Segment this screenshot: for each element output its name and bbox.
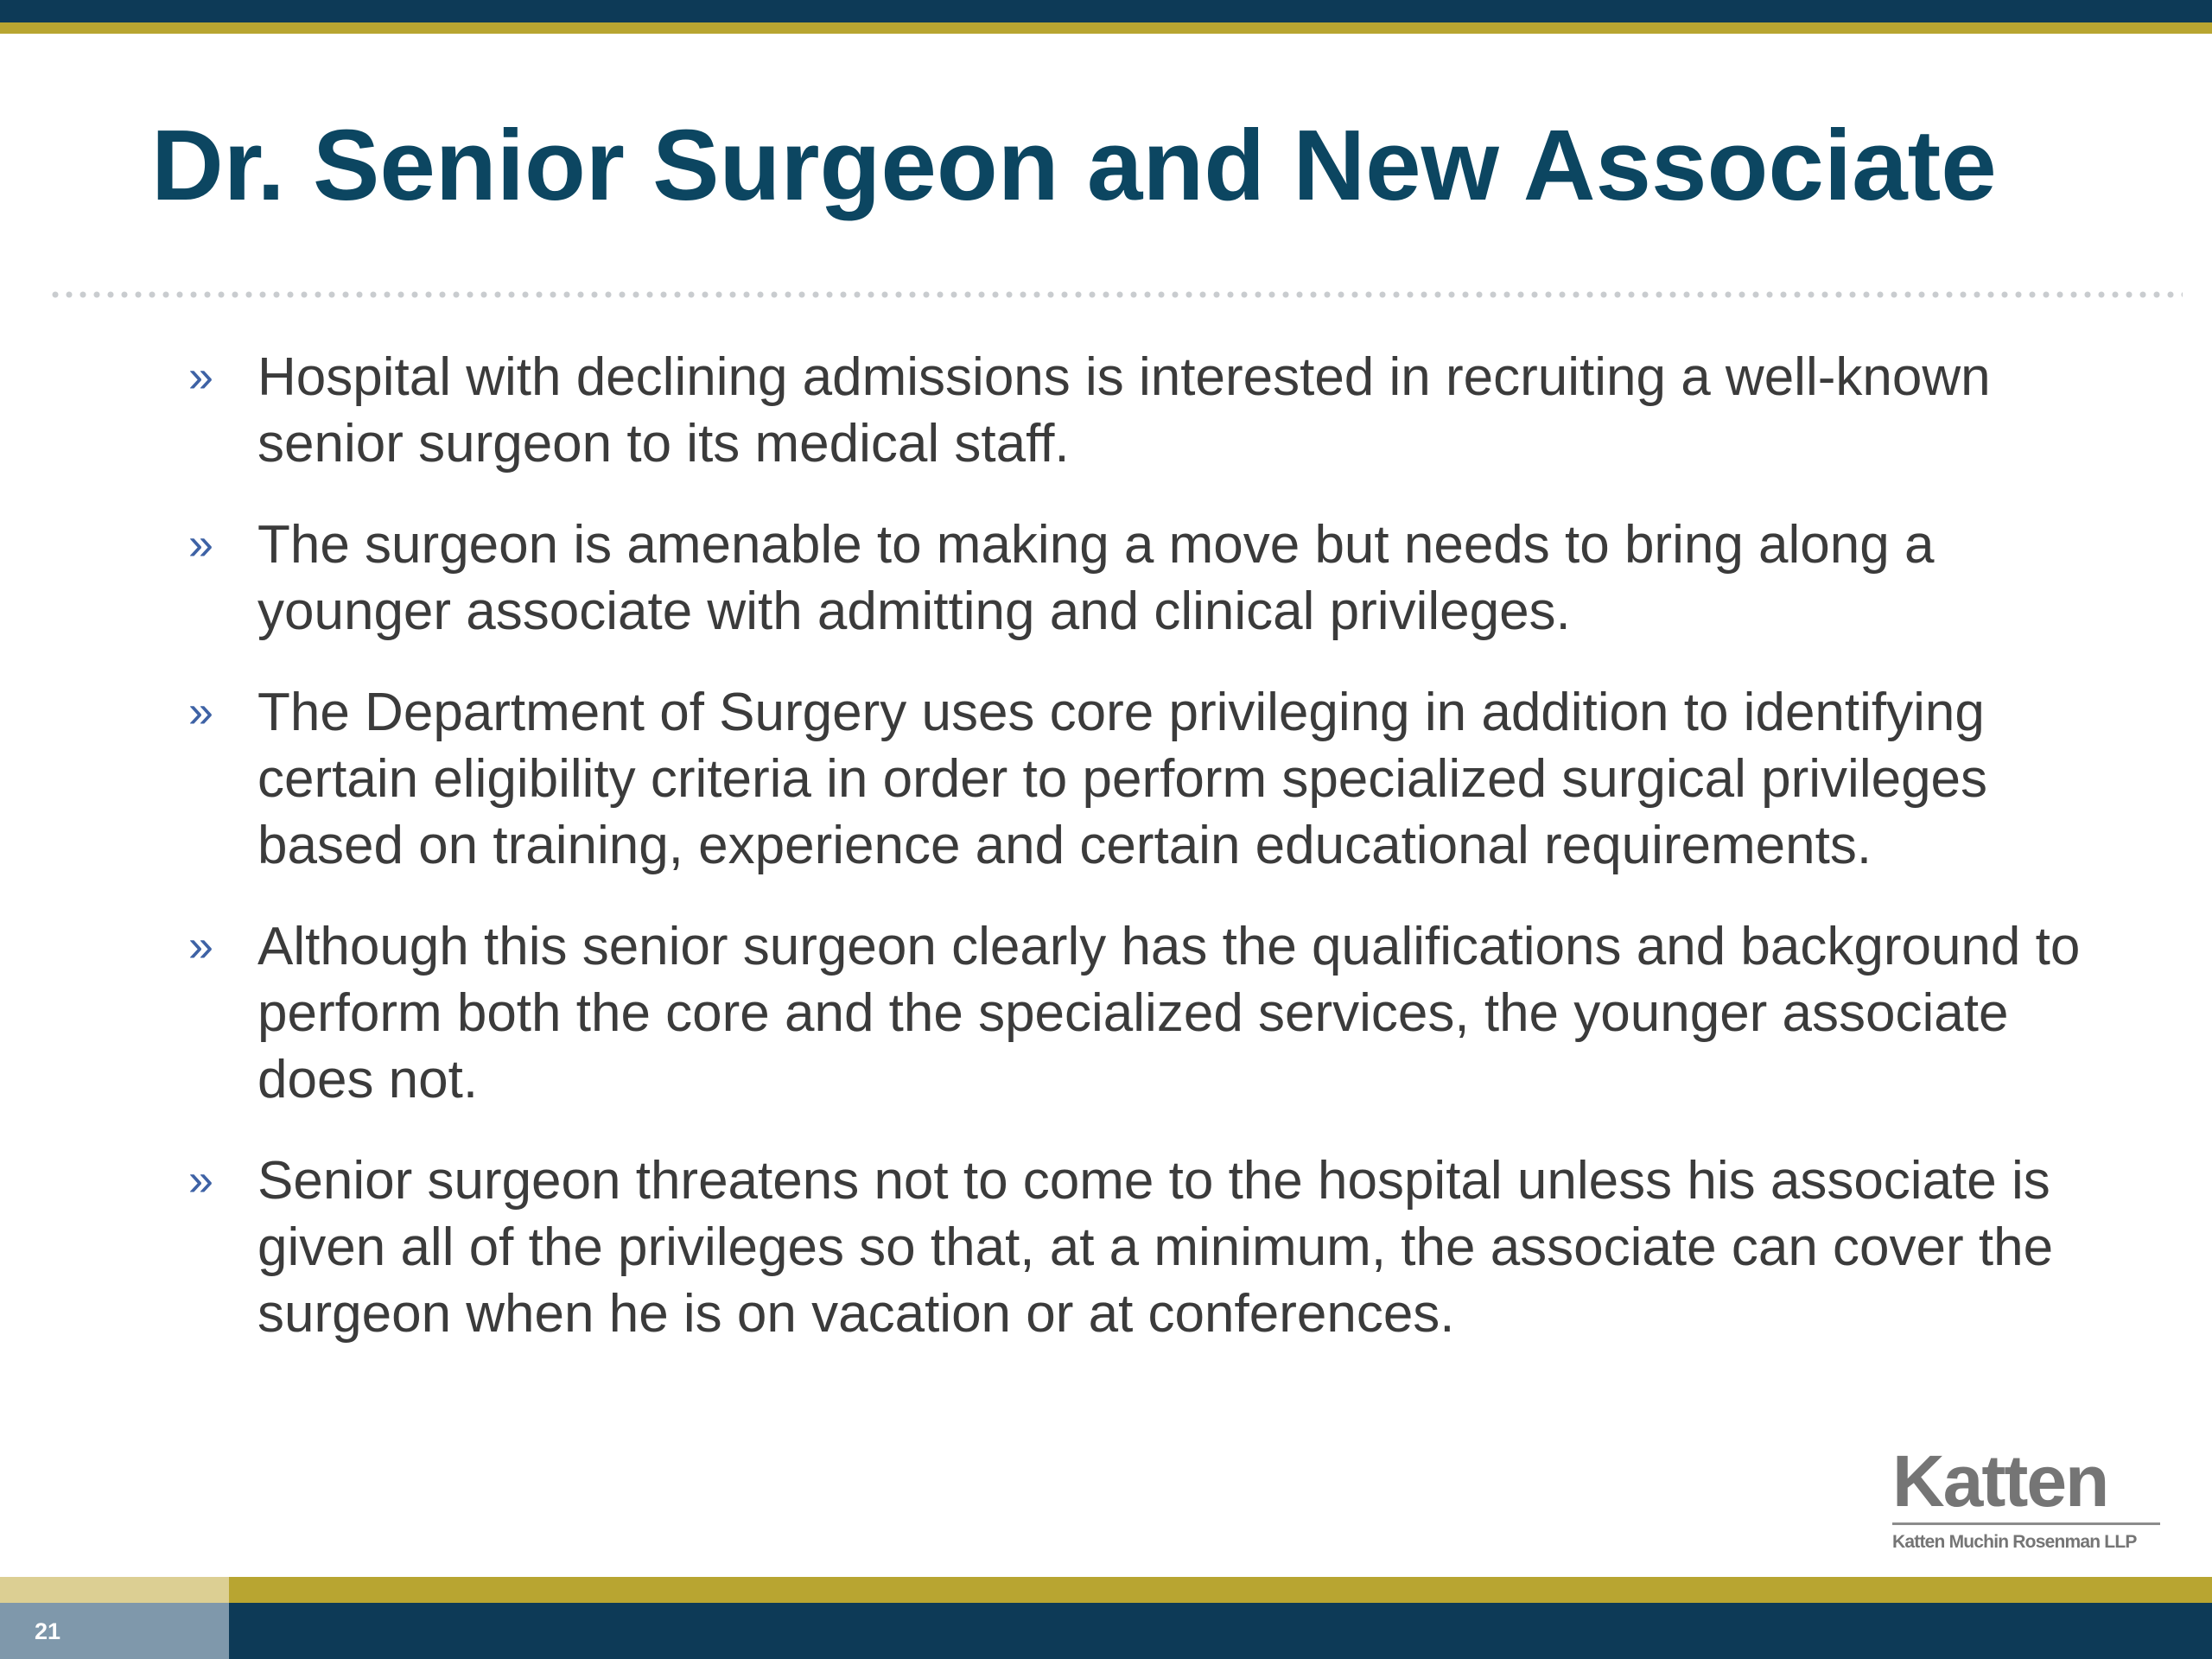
- bullet-item: [188, 679, 2089, 879]
- dotted-divider: [48, 290, 2183, 299]
- bullet-text: Hospital with declining admissions is interested in recruiting a well-known senior surgeon to its medical staff.: [257, 347, 1991, 474]
- bullet-marker-icon: »: [188, 1155, 213, 1205]
- top-gold-band: [0, 22, 2212, 34]
- logo-underline: [1892, 1522, 2160, 1525]
- bullet-list: [188, 344, 2089, 1382]
- slide-title: Dr. Senior Surgeon and New Associate: [151, 109, 1997, 221]
- bullet-item: [188, 344, 2089, 477]
- bullet-item: [188, 1147, 2089, 1347]
- bottom-gold-light-band: [0, 1577, 229, 1603]
- bullet-text: Although this senior surgeon clearly has the qualifications and background to perform both the core and the specialized services, the younger associate does not.: [257, 917, 2081, 1109]
- katten-logo: [1892, 1440, 2160, 1553]
- page-number: 21: [35, 1618, 61, 1644]
- bullet-text: The surgeon is amenable to making a move but needs to bring along a younger associate with admitting and clinical privileges.: [257, 515, 1935, 641]
- bullet-marker-icon: »: [188, 687, 213, 737]
- bullet-marker-icon: »: [188, 921, 213, 971]
- bottom-navy-band: [229, 1603, 2212, 1659]
- bullet-item: [188, 913, 2089, 1113]
- logo-wordmark: Katten: [1892, 1440, 2108, 1522]
- logo-firm-name: Katten Muchin Rosenman LLP: [1892, 1532, 2137, 1552]
- bottom-gold-band: [229, 1577, 2212, 1603]
- bullet-marker-icon: »: [188, 352, 213, 402]
- bullet-text: The Department of Surgery uses core privileging in addition to identifying certain eligibility criteria in order to perform specialized surgical privileges based on training, experience and certain educational requirements.: [257, 683, 1988, 875]
- top-navy-band: [0, 0, 2212, 22]
- bullet-marker-icon: »: [188, 519, 213, 569]
- bullet-item: [188, 512, 2089, 645]
- bullet-text: Senior surgeon threatens not to come to the hospital unless his associate is given all of the privileges so that, at a minimum, the associate can cover the surgeon when he is on vacation or at conferences.: [257, 1151, 2054, 1344]
